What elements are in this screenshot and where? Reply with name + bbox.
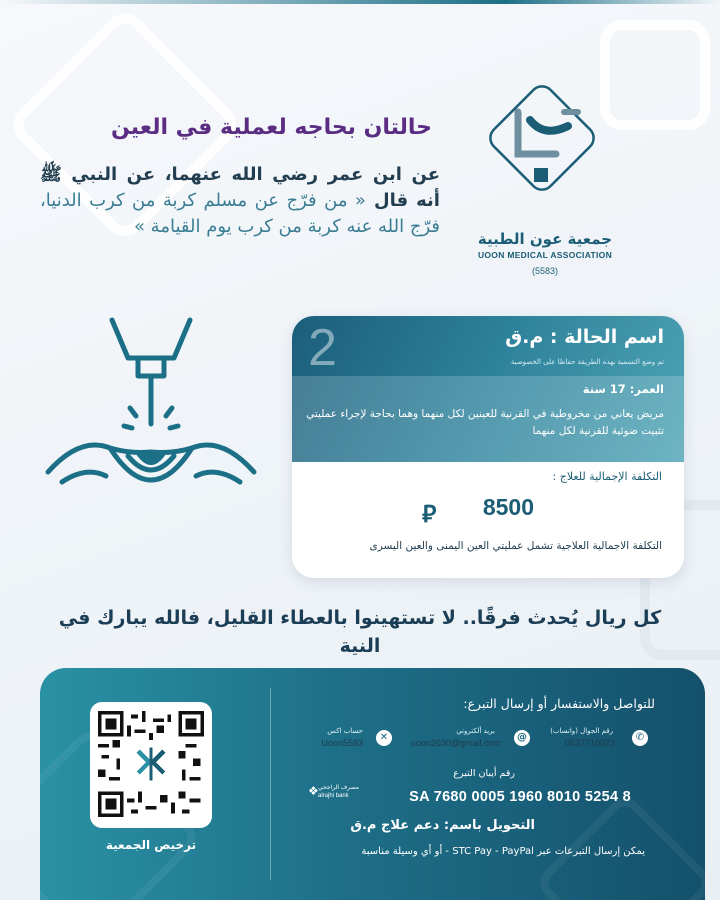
case-number: 2 — [308, 319, 337, 377]
association-logo-icon — [472, 68, 612, 208]
case-diagnosis: مريض يعاني من مخروطية في القرنية للعينين لكل منهما وهما بحاجة لإجراء عمليتي تثبيت ضوئية للقرنية لكل منهما — [306, 408, 664, 437]
logo-number: (5583) — [531, 266, 558, 276]
bank-logo — [308, 784, 359, 810]
phone-label: رقم الجوال (واتساب) — [550, 727, 613, 735]
cost-label: التكلفة الإجمالية للعلاج : — [552, 470, 662, 483]
logo-name-ar: جمعية عون الطبية — [477, 230, 613, 248]
top-accent-line — [0, 0, 720, 4]
cost-value: 8500 — [482, 494, 534, 520]
contact-title: للتواصل والاستفسار أو إرسال التبرع: — [463, 696, 655, 711]
x-handle[interactable]: Uoon5583 — [321, 738, 363, 748]
case-age: العمر: 17 سنة — [582, 382, 664, 396]
contact-panel — [40, 668, 705, 900]
qr-code-icon — [98, 710, 204, 818]
email-icon: @ — [514, 730, 530, 746]
panel-divider — [270, 688, 271, 880]
bank-name-en: alrajhi bank — [318, 793, 349, 799]
case-card — [292, 316, 684, 578]
case-name: اسم الحالة : م.ق — [505, 326, 664, 348]
phone-number[interactable]: 0537710023 — [564, 738, 615, 748]
donation-slogan: كل ريال يُحدث فرقًا.. لا تستهينوا بالعطاء القليل، فالله يبارك في النية — [58, 607, 662, 657]
email-label: بريد ألكتروني — [456, 727, 495, 735]
hadith-quote: « من فرّج عن مسلم كربة من كرب الدنيا، فرّج الله عنه كربة من كرب يوم القيامة » — [40, 190, 440, 237]
transfer-name: التحويل باسم: دعم علاج م.ق — [350, 818, 535, 833]
iban-label: رقم أيبان التبرع — [453, 768, 515, 779]
bank-name-ar: مصرف الراجحي — [318, 784, 359, 791]
cost-note: التكلفة الاجمالية العلاجية تشمل عمليتي العين اليمنى والعين اليسرى — [369, 540, 662, 552]
x-label: حساب اكس — [327, 727, 363, 735]
qr-caption: ترخيص الجمعية — [105, 838, 197, 852]
eye-laser-icon — [40, 316, 260, 516]
email-address[interactable]: uoon2030@gmail.com — [410, 738, 501, 748]
hadith-intro: عن ابن عمر رضي الله عنهما، عن النبي ﷺ أنه قال — [40, 164, 440, 211]
background-shape — [600, 20, 710, 130]
logo-name-en: UOON MEDICAL ASSOCIATION — [477, 250, 613, 260]
license-qr-code[interactable] — [90, 702, 212, 828]
x-twitter-icon: ✕ — [376, 730, 392, 746]
bank-icon: ❖ — [308, 784, 319, 798]
phone-icon: ✆ — [632, 730, 648, 746]
case-privacy-note: تم وضع التسمية بهذه الطريقة حفاظا على الخصوصية — [510, 358, 664, 366]
hadith-text — [40, 162, 440, 240]
riyal-currency-icon: ⃁ — [422, 500, 437, 528]
donation-channels: يمكن إرسال التبرعات عبر STC Pay - PayPal - أو أي وسيلة مناسبة — [361, 846, 645, 857]
page-title: حالتان بحاجه لعملية في العين — [111, 115, 432, 140]
iban-number[interactable]: SA 7680 0005 1960 8010 5254 8 — [409, 789, 631, 805]
